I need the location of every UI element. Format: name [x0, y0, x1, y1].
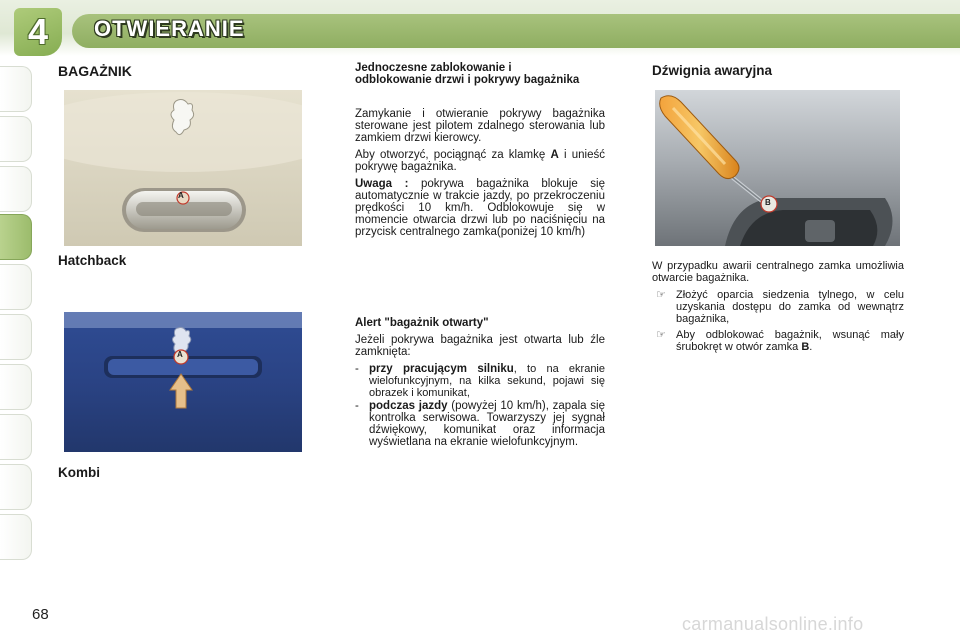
paragraph-note: Uwaga : pokrywa bagażnika blokuje się automatycznie w trakcie jazdy, po przekroczeniu prędkości 10 km/h. Odblokowuje się w momencie otwarcia drzwi lub po naciśnięciu na przycisk centralnego zamka(poniżej 10 km/h)	[355, 178, 605, 238]
chapter-tab-8[interactable]	[0, 414, 32, 460]
chapter-tab-4-active[interactable]	[0, 214, 32, 260]
page-title: OTWIERANIE	[94, 16, 245, 41]
trunk-alert-text	[355, 334, 605, 449]
chapter-tab-9[interactable]	[0, 464, 32, 510]
chapter-tab-2[interactable]	[0, 116, 32, 162]
chapter-badge: 4	[14, 8, 62, 56]
chapter-tab-6[interactable]	[0, 314, 32, 360]
paragraph-open-instructions: Aby otworzyć, pociągnąć za klamkę A i unieść pokrywę bagażnika.	[355, 149, 605, 173]
emergency-lever-text	[652, 260, 904, 357]
marker-a-kombi: A	[177, 350, 183, 359]
chapter-tab-10[interactable]	[0, 514, 32, 560]
watermark: carmanualsonline.info	[682, 614, 864, 634]
section-heading-central-locking: Jednoczesne zablokowanie i odblokowanie drzwi i pokrywy bagażnika	[355, 62, 580, 86]
section-heading-trunk-alert: Alert "bagażnik otwarty"	[355, 317, 489, 329]
paragraph-emergency-intro: W przypadku awarii centralnego zamka umożliwia otwarcie bagażnika.	[652, 260, 904, 284]
chapter-tab-7[interactable]	[0, 364, 32, 410]
list-item: ☞ Aby odblokować bagażnik, wsunąć mały śrubokręt w otwór zamka B.	[656, 329, 904, 353]
section-heading-bagaznik: BAGAŻNIK	[58, 63, 132, 79]
marker-a-hatchback: A	[178, 191, 184, 200]
list-item: ☞ Złożyć oparcia siedzenia tylnego, w celu uzyskania dostępu do zamka od wewnątrz bagażnika,	[656, 289, 904, 325]
alert-list	[355, 363, 605, 448]
marker-a-inline: A	[550, 149, 559, 161]
chapter-tab-rail	[0, 66, 34, 576]
pointing-hand-icon: ☞	[656, 329, 666, 341]
label-hatchback: Hatchback	[58, 253, 127, 268]
paragraph-remote-control: Zamykanie i otwieranie pokrywy bagażnika sterowane jest pilotem zdalnego sterowania lub zamkiem drzwi kierowcy.	[355, 108, 605, 144]
label-kombi: Kombi	[58, 465, 100, 480]
kombi-trunk-image	[64, 312, 302, 452]
chapter-tab-3[interactable]	[0, 166, 32, 212]
dash-bullet: -	[355, 400, 359, 412]
dash-bullet: -	[355, 363, 359, 375]
hatchback-trunk-image	[64, 90, 302, 246]
central-locking-text	[355, 108, 605, 243]
section-heading-emergency-lever: Dźwignia awaryjna	[652, 63, 773, 78]
list-item: - podczas jazdy (powyżej 10 km/h), zapala się kontrolka serwisowa. Towarzyszy jej sygnał dźwiękowy, komunikat oraz informacja wyświetlana na ekranie wielofunkcyjnym.	[355, 400, 605, 448]
emergency-steps-list	[652, 289, 904, 353]
chapter-tab-5[interactable]	[0, 264, 32, 310]
chapter-tab-1[interactable]	[0, 66, 32, 112]
list-item: - przy pracującym silniku, to na ekranie wielofunkcyjnym, na kilka sekund, pojawi się obrazek i komunikat,	[355, 363, 605, 399]
paragraph-alert-intro: Jeżeli pokrywa bagażnika jest otwarta lub źle zamknięta:	[355, 334, 605, 358]
pointing-hand-icon: ☞	[656, 289, 666, 301]
marker-b: B	[765, 198, 771, 207]
page-number: 68	[32, 606, 49, 623]
emergency-lever-image	[655, 90, 900, 246]
